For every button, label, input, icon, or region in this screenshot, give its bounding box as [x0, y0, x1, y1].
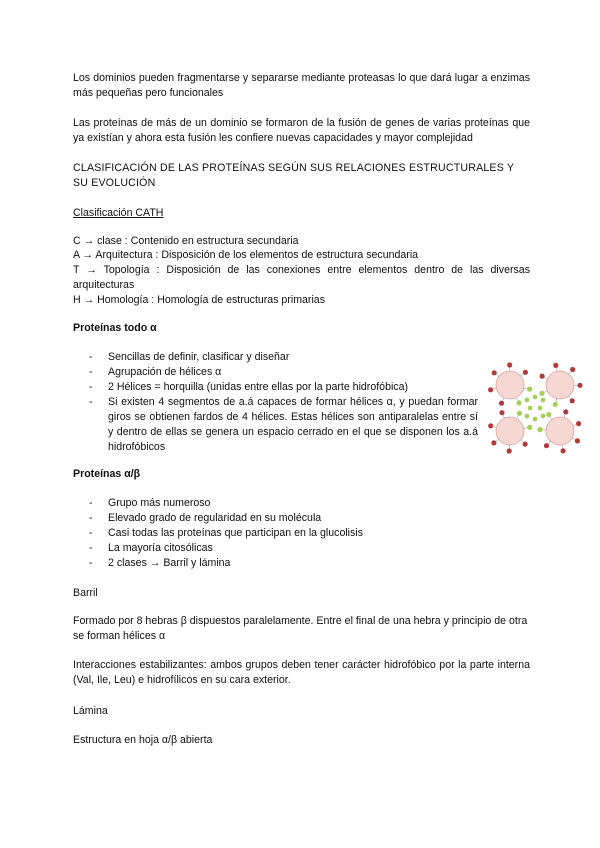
cath-homology: H → Homología : Homología de estructuras primarias — [73, 294, 325, 306]
list-item: - Agrupación de hélices α — [73, 365, 478, 380]
heading-sheet: Lámina — [73, 705, 108, 717]
hydrophobic-residue — [527, 387, 532, 392]
residue-bond — [503, 415, 504, 418]
list-item: - Sencillas de definir, clasificar y diseñar — [73, 350, 478, 365]
polar-residue — [576, 421, 581, 426]
paragraph-domains-fragment: Los dominios pueden fragmentarse y separarse mediante proteasas lo que dará lugar a enzimas más pequeñas pero funcionales — [73, 72, 530, 99]
list-item: - Si existen 4 segmentos de a.á capaces de formar hélices α, y puedan formar giros se obtienen fardos de 4 hélices. Estas hélices son antiparalelas entre sí y dentro de ellas se genera un espacio cerrado en el que se disponen los a.á hidrofóbicos — [73, 395, 478, 455]
residue-bond — [524, 428, 527, 429]
cath-class: C → clase : Contenido en estructura secundaria — [73, 235, 299, 247]
heading-alpha-beta: Proteínas α/β — [73, 468, 141, 480]
list-item: - La mayoría citosólicas — [73, 541, 478, 556]
hydrophobic-residue — [517, 411, 522, 416]
polar-residue — [540, 374, 545, 379]
polar-residue — [544, 443, 549, 448]
heading-all-alpha: Proteínas todo α — [73, 322, 157, 334]
polar-residue — [523, 442, 528, 447]
residue-bond — [548, 441, 550, 444]
residue-bond — [544, 377, 547, 379]
polar-residue — [561, 448, 566, 453]
residue-bond — [496, 374, 499, 376]
list-item: - Casi todas las proteínas que participan en la glucolisis — [73, 526, 478, 541]
helix-circle — [546, 371, 574, 399]
core-residue — [538, 406, 543, 411]
polar-residue — [488, 387, 493, 392]
barrel-interactions: Interacciones estabilizantes: ambos grupos deben tener carácter hidrofóbico por la parte interna (Val, Ile, Leu) e hidrofílicos en su cara exterior. — [73, 659, 530, 686]
residue-bond — [564, 414, 565, 417]
residue-bond — [544, 391, 547, 392]
residue-bond — [496, 439, 499, 441]
residue-bond — [572, 438, 575, 440]
polar-residue — [488, 423, 493, 428]
polar-residue — [570, 398, 575, 403]
polar-residue — [523, 370, 528, 375]
polar-residue — [575, 438, 580, 443]
core-residue — [525, 414, 530, 419]
residue-bond — [493, 388, 496, 389]
core-residue — [541, 398, 546, 403]
barrel-description: Formado por 8 hebras β dispuestos paralelamente. Entre el final de una hebra y principio de otra se forman hélices α — [73, 615, 528, 642]
residue-bond — [521, 440, 524, 442]
heading-cath: Clasificación CATH — [73, 207, 164, 219]
polar-residue — [492, 370, 497, 375]
residue-bond — [521, 374, 524, 376]
hydrophobic-residue — [516, 400, 521, 405]
core-residue — [533, 417, 538, 422]
residue-bond — [550, 417, 552, 420]
list-item: - Elevado grado de regularidad en su molécula — [73, 511, 478, 526]
polar-residue — [570, 367, 575, 372]
heading-barrel: Barril — [73, 587, 98, 599]
hydrophobic-residue — [537, 427, 542, 432]
residue-bond — [503, 398, 504, 401]
cath-topology: T → Topología : Disposición de las conexiones entre elementos dentro de las diversas arquitecturas — [73, 264, 530, 291]
residue-bond — [573, 425, 576, 426]
polar-residue — [553, 363, 558, 368]
hydrophobic-residue — [539, 391, 544, 396]
helix-circles — [496, 371, 574, 445]
residue-bond — [569, 372, 571, 375]
core-residue — [541, 414, 546, 419]
polar-residue — [577, 383, 582, 388]
polar-residue — [507, 362, 512, 367]
residue-bond — [556, 399, 557, 402]
four-helix-bundle-figure — [482, 355, 590, 459]
list-item: - 2 clases → Barril y lámina — [73, 556, 478, 571]
residue-bond — [569, 396, 571, 399]
polar-residue — [507, 448, 512, 453]
list-item: - Grupo más numeroso — [73, 496, 478, 511]
cath-architecture: A → Arquitectura : Disposición de los elementos de estructura secundaria — [73, 249, 419, 261]
sheet-description: Estructura en hoja α/β abierta — [73, 734, 213, 746]
core-residue — [525, 398, 530, 403]
hydrophobic-residue — [527, 425, 532, 430]
helix-circle — [546, 417, 574, 445]
list-item: - 2 Hélices = horquilla (unidas entre ellas por la parte hidrofóbica) — [73, 380, 478, 395]
helix-circle — [496, 417, 524, 445]
polar-residue — [499, 401, 504, 406]
polar-residue — [491, 440, 496, 445]
polar-residue — [563, 409, 568, 414]
residue-bond — [524, 388, 527, 389]
hydrophobic-residue — [553, 402, 558, 407]
paragraph-domain-fusion: Las proteínas de más de un dominio se formaron de la fusión de genes de varias proteínas que ya existían y ahora esta fusión les confiere nuevas capacidades y mayor complejidad — [73, 117, 530, 144]
core-residue — [533, 395, 538, 400]
all-alpha-list — [73, 350, 478, 455]
alpha-beta-list — [73, 496, 478, 571]
residue-bond — [493, 427, 496, 428]
residue-bond — [516, 398, 518, 401]
residue-bond — [517, 416, 519, 419]
residue-bond — [562, 445, 563, 448]
hydrophobic-residue — [546, 412, 551, 417]
helix-circle — [496, 371, 524, 399]
polar-residue — [499, 410, 504, 415]
residue-bond — [556, 368, 557, 371]
heading-classification: CLASIFICACIÓN DE LAS PROTEÍNAS SEGÚN SUS RELACIONES ESTRUCTURALES Y SU EVOLUCIÓN — [73, 162, 514, 189]
core-residue — [528, 406, 533, 411]
